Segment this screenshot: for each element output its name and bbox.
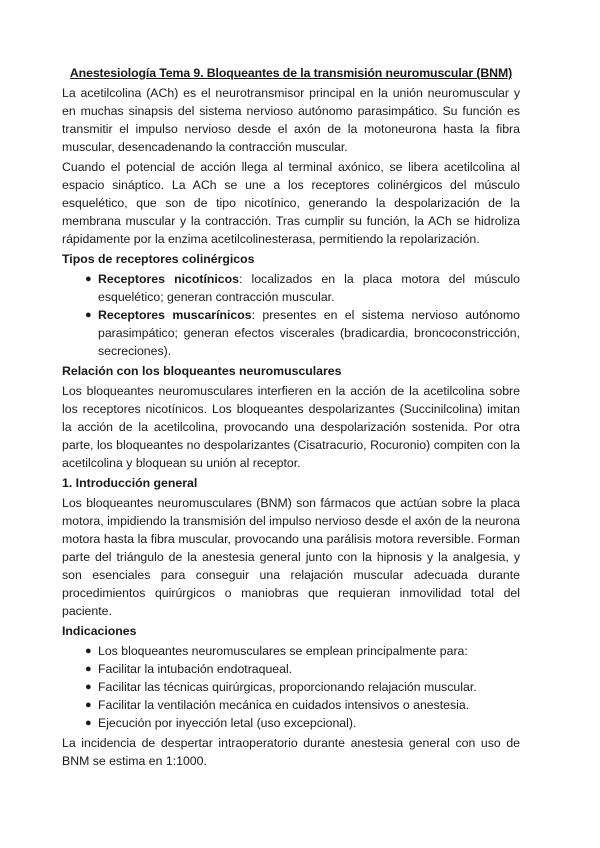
indication-text: Los bloqueantes neuromusculares se emplean principalmente para: (98, 644, 468, 658)
introduction-heading: 1. Introducción general (62, 476, 198, 490)
indications-heading: Indicaciones (62, 624, 137, 638)
intro-paragraph-1: La acetilcolina (ACh) es el neurotransmisor principal en la unión neuromuscular y en muchas sinapsis del sistema nervioso autónomo parasimpático. Su función es transmitir el impulso nervioso desde el axón de la motoneurona hasta la fibra muscular, desencadenando la contracción muscular. (62, 86, 520, 154)
relation-paragraph: Los bloqueantes neuromusculares interfieren en la acción de la acetilcolina sobre los receptores nicotínicos. Los bloqueantes despolarizantes (Succinilcolina) imitan la acción de la acetilcolina, provocando una despolarización sostenida. Por otra parte, los bloqueantes no despolarizantes (Cisatracurio, Rocuronio) compiten con la acetilcolina y bloquean su unión al receptor. (62, 384, 520, 470)
bullet-icon: ● (85, 699, 92, 711)
intro-paragraph-2: Cuando el potencial de acción llega al terminal axónico, se libera acetilcolina al espacio sináptico. La ACh se une a los receptores colinérgicos del músculo esquelético, que son de tipo nicotínico, generando la despolarización de la membrana muscular y la contracción. Tras cumplir su función, la ACh se hidroliza rápidamente por la enzima acetilcolinesterasa, permitiendo la repolarización. (62, 160, 520, 246)
bullet-icon: ● (85, 663, 92, 675)
document-page (62, 64, 520, 772)
list-item (62, 306, 520, 360)
bullet-icon: ● (85, 309, 92, 321)
receptor-term: Receptores muscarínicos (98, 308, 252, 322)
bullet-icon: ● (85, 645, 92, 657)
list-item (62, 696, 520, 714)
indication-text: Ejecución por inyección letal (uso excepcional). (98, 716, 357, 730)
introduction-paragraph: Los bloqueantes neuromusculares (BNM) son fármacos que actúan sobre la placa motora, impidiendo la transmisión del impulso nervioso desde el axón de la neurona motora hasta la fibra muscular, provocando una parálisis motora reversible. Forman parte del triángulo de la anestesia general junto con la hipnosis y la analgesia, y son esenciales para conseguir una relajación muscular adecuada durante procedimientos quirúrgicos o maniobras que requieran inmovilidad total del paciente. (62, 496, 520, 618)
receptor-term: Receptores nicotínicos (98, 272, 239, 286)
receptors-list (62, 270, 520, 360)
receptors-heading: Tipos de receptores colinérgicos (62, 252, 255, 266)
closing-paragraph: La incidencia de despertar intraoperatorio durante anestesia general con uso de BNM se estima en 1:1000. (62, 736, 520, 768)
bullet-icon: ● (85, 717, 92, 729)
relation-heading: Relación con los bloqueantes neuromusculares (62, 364, 342, 378)
bullet-icon: ● (85, 681, 92, 693)
receptor-description: : presentes en el sistema nervioso autónomo parasimpático; generan efectos viscerales (bradicardia, broncoconstricción, secreciones). (98, 308, 520, 358)
indication-text: Facilitar la ventilación mecánica en cuidados intensivos o anestesia. (98, 698, 470, 712)
list-item (62, 678, 520, 696)
indications-list (62, 642, 520, 732)
list-item (62, 642, 520, 660)
receptor-description: : localizados en la placa motora del músculo esquelético; generan contracción muscular. (98, 272, 520, 304)
bullet-icon: ● (85, 273, 92, 285)
document-title: Anestesiología Tema 9. Bloqueantes de la transmisión neuromuscular (BNM) (69, 66, 513, 80)
list-item (62, 270, 520, 306)
list-item (62, 660, 520, 678)
indication-text: Facilitar las técnicas quirúrgicas, proporcionando relajación muscular. (98, 680, 477, 694)
indication-text: Facilitar la intubación endotraqueal. (98, 662, 293, 676)
list-item (62, 714, 520, 732)
